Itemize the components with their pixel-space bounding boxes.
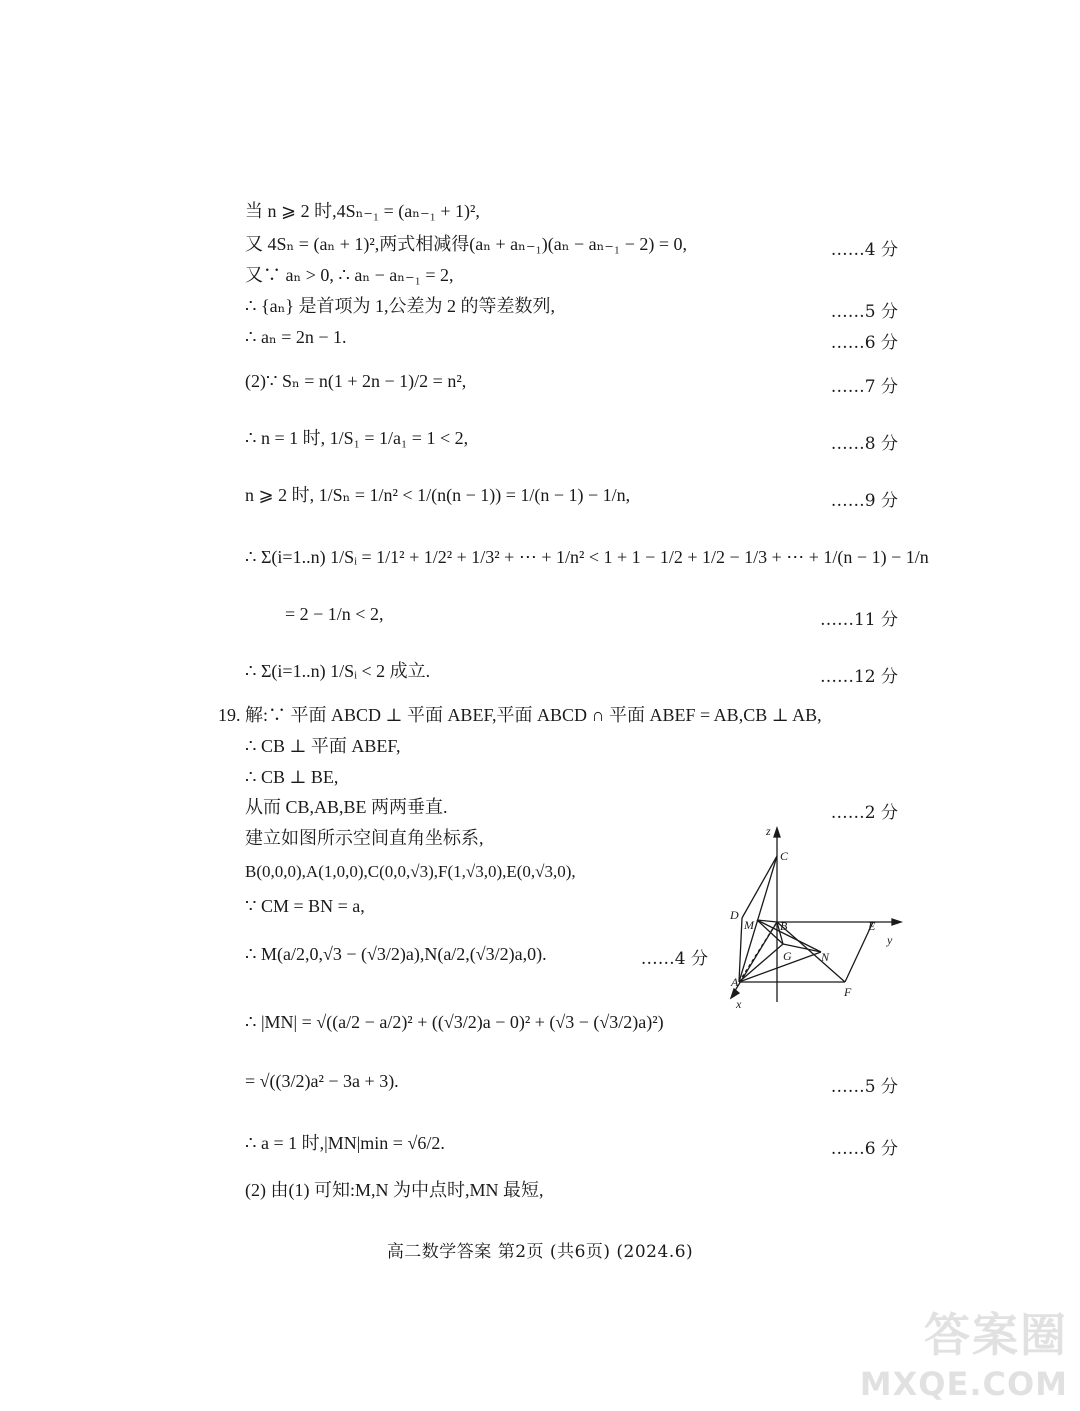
line-20-text: ∴ |MN| = √((a/2 − a/2)² + ((√3/2)a − 0)² + (√3 − (√3/2)a)²): [245, 1012, 664, 1032]
line-9: [245, 547, 929, 569]
figure-label: A: [731, 975, 739, 989]
line-11: [245, 661, 430, 683]
line-7-text: ∴ n = 1 时, 1/S₁ = 1/a₁ = 1 < 2,: [245, 428, 469, 448]
line-2-text: 又 4Sₙ = (aₙ + 1)²,两式相减得(aₙ + aₙ₋₁)(aₙ − aₙ₋₁ − 2) = 0,: [245, 234, 688, 254]
line-3-text: 又∵ aₙ > 0, ∴ aₙ − aₙ₋₁ = 2,: [245, 265, 454, 285]
line-15: [245, 797, 448, 819]
line-20: [245, 1012, 664, 1034]
line-13-text: ∴ CB ⊥ 平面 ABEF,: [245, 736, 401, 756]
line-9-text: ∴ Σ(i=1..n) 1/Sᵢ = 1/1² + 1/2² + 1/3² + ⋯ + 1/n² < 1 + 1 − 1/2 + 1/2 − 1/3 + ⋯ + 1/(n − 1) − 1/n: [245, 547, 929, 567]
figure-label: B: [780, 919, 788, 933]
line-19-text: ∴ M(a/2,0,√3 − (√3/2)a),N(a/2,(√3/2)a,0).: [245, 944, 547, 964]
line-17-text: B(0,0,0),A(1,0,0),C(0,0,√3),F(1,√3,0),E(0,√3,0),: [245, 862, 576, 881]
points-label: ……2 分: [830, 803, 898, 823]
line-6-text: (2)∵ Sₙ = n(1 + 2n − 1)/2 = n²,: [245, 371, 467, 391]
line-8: [245, 485, 630, 507]
points-label: ……7 分: [830, 377, 898, 397]
figure-label: C: [780, 849, 789, 863]
points-label: ……5 分: [830, 1077, 898, 1097]
line-19: [245, 944, 547, 966]
points-label: ……11 分: [819, 610, 898, 630]
line-4: [245, 296, 555, 318]
watermark-url: MXQE.COM: [859, 1365, 1068, 1403]
line-16-text: 建立如图所示空间直角坐标系,: [245, 828, 484, 848]
points-label: ……12 分: [819, 667, 898, 687]
figure-label: G: [783, 949, 792, 963]
figure-label: E: [868, 919, 876, 933]
line-17: [245, 862, 576, 882]
line-11-text: ∴ Σ(i=1..n) 1/Sᵢ < 2 成立.: [245, 661, 431, 681]
line-21-text: = √((3/2)a² − 3a + 3).: [245, 1071, 399, 1091]
figure-label: N: [821, 950, 830, 964]
line-3: [245, 265, 454, 287]
points-label: ……4 分: [640, 949, 708, 969]
figure-label: z: [766, 824, 771, 838]
line-23-text: (2) 由(1) 可知:M,N 为中点时,MN 最短,: [245, 1180, 544, 1200]
line-10-text: = 2 − 1/n < 2,: [285, 604, 384, 624]
line-1-text: 当 n ⩾ 2 时,4Sₙ₋₁ = (aₙ₋₁ + 1)²,: [245, 201, 480, 221]
figure-label: x: [736, 997, 742, 1011]
line-1: [245, 201, 480, 223]
points-label: ……6 分: [830, 1139, 898, 1159]
line-15-text: 从而 CB,AB,BE 两两垂直.: [245, 797, 448, 817]
line-5-text: ∴ aₙ = 2n − 1.: [245, 327, 347, 347]
z-arrow-icon: [774, 828, 780, 837]
line-16: [245, 828, 484, 850]
figure-label: y: [887, 933, 893, 947]
line-4-text: ∴ {aₙ} 是首项为 1,公差为 2 的等差数列,: [245, 296, 556, 316]
line-22: [245, 1133, 445, 1155]
line-21: [245, 1071, 399, 1093]
figure-label: M: [744, 918, 754, 932]
line-2: [245, 234, 687, 256]
line-12: [218, 705, 822, 727]
figure-label: F: [844, 985, 852, 999]
line-5: [245, 327, 347, 349]
line-7: [245, 428, 468, 450]
watermark: [860, 1299, 1068, 1403]
line-23: [245, 1180, 544, 1202]
points-label: ……5 分: [830, 302, 898, 322]
line-6: [245, 371, 466, 393]
points-label: ……6 分: [830, 333, 898, 353]
points-label: ……8 分: [830, 434, 898, 454]
line-13: [245, 736, 400, 758]
coordinate-figure: [725, 822, 905, 1012]
points-label: ……9 分: [830, 491, 898, 511]
line-22-text: ∴ a = 1 时,|MN|min = √6/2.: [245, 1133, 445, 1153]
line-8-text: n ⩾ 2 时, 1/Sₙ = 1/n² < 1/(n(n − 1)) = 1/(n − 1) − 1/n,: [245, 485, 631, 505]
line-14: [245, 767, 338, 789]
line-18: [245, 896, 365, 918]
line-12-text: 19. 解:∵ 平面 ABCD ⊥ 平面 ABEF,平面 ABCD ∩ 平面 ABEF = AB,CB ⊥ AB,: [218, 705, 822, 725]
line-10: [285, 604, 383, 626]
line-14-text: ∴ CB ⊥ BE,: [245, 767, 339, 787]
line-18-text: ∵ CM = BN = a,: [245, 896, 365, 916]
edge-CD: [742, 856, 777, 918]
segment-AN: [739, 952, 821, 982]
watermark-logo: 答案圈: [924, 1308, 1068, 1362]
figure-label: D: [730, 908, 739, 922]
y-arrow-icon: [892, 919, 901, 925]
points-label: ……4 分: [830, 240, 898, 260]
page-footer: 高二数学答案 第2页 (共6页) (2024.6): [386, 1242, 694, 1262]
segment-MN: [757, 920, 821, 952]
